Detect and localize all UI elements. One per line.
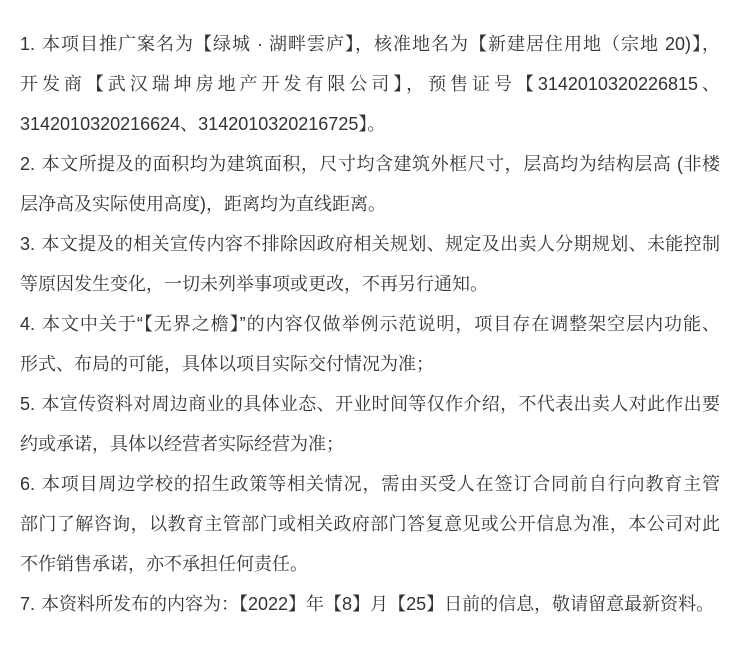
item-text: 本项目推广案名为【绿城 · 湖畔雲庐】，核准地名为【新建居住用地（宗地 20)】，	[41, 34, 720, 54]
item-number: 7.	[20, 594, 36, 614]
disclaimer-item-3	[20, 224, 720, 304]
item-line	[20, 184, 720, 224]
item-text: 形式、布局的可能，具体以项目实际交付情况为准；	[20, 354, 434, 374]
item-line	[20, 464, 720, 504]
disclaimer-item-2	[20, 144, 720, 224]
item-text: 开发商【武汉瑞坤房地产开发有限公司】，预售证号【3142010320226815、	[20, 74, 720, 94]
disclaimer-item-1	[20, 24, 720, 144]
item-text: 本文中关于“【无界之檐】”的内容仅做举例示范说明，项目存在调整架空层内功能、	[41, 314, 720, 334]
item-text: 不作销售承诺，亦不承担任何责任。	[20, 554, 308, 574]
item-number: 6.	[20, 474, 36, 494]
item-line	[20, 384, 720, 424]
item-line	[20, 424, 720, 464]
item-text: 等原因发生变化，一切未列举事项或更改，不再另行通知。	[20, 274, 488, 294]
item-line	[20, 104, 720, 144]
item-line	[20, 144, 720, 184]
item-line	[20, 264, 720, 304]
item-text: 约或承诺，具体以经营者实际经营为准；	[20, 434, 344, 454]
item-number: 2.	[20, 154, 36, 174]
item-text: 本项目周边学校的招生政策等相关情况，需由买受人在签订合同前自行向教育主管	[41, 474, 720, 494]
item-text: 本文提及的相关宣传内容不排除因政府相关规划、规定及出卖人分期规划、未能控制	[41, 234, 720, 254]
disclaimer-item-6	[20, 464, 720, 584]
item-number: 3.	[20, 234, 36, 254]
item-text: 部门了解咨询，以教育主管部门或相关政府部门答复意见或公开信息为准，本公司对此	[20, 514, 720, 534]
disclaimer-item-7	[20, 584, 720, 624]
item-number: 1.	[20, 34, 36, 54]
item-line	[20, 344, 720, 384]
item-text: 3142010320216624、3142010320216725】。	[20, 114, 386, 134]
disclaimer-item-5	[20, 384, 720, 464]
item-line	[20, 544, 720, 584]
item-line	[20, 224, 720, 264]
item-line	[20, 24, 720, 64]
disclaimer-item-4	[20, 304, 720, 384]
item-line	[20, 584, 720, 624]
item-line	[20, 64, 720, 104]
item-text: 层净高及实际使用高度)，距离均为直线距离。	[20, 194, 386, 214]
item-text: 本资料所发布的内容为：【2022】年【8】月【25】日前的信息，敬请留意最新资料。	[41, 594, 715, 614]
item-text: 本宣传资料对周边商业的具体业态、开业时间等仅作介绍，不代表出卖人对此作出要	[41, 394, 720, 414]
item-text: 本文所提及的面积均为建筑面积，尺寸均含建筑外框尺寸，层高均为结构层高 (非楼	[41, 154, 720, 174]
item-number: 5.	[20, 394, 36, 414]
item-line	[20, 504, 720, 544]
item-line	[20, 304, 720, 344]
item-number: 4.	[20, 314, 36, 334]
